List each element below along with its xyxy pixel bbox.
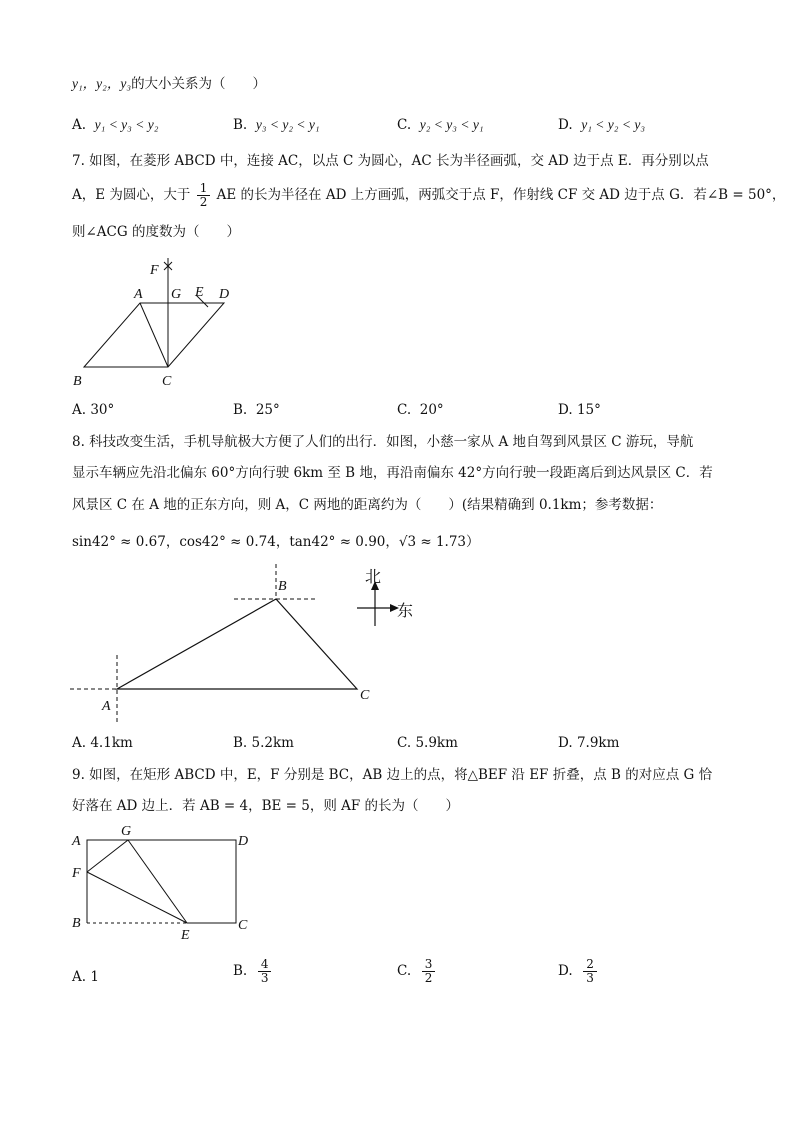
segment-ge — [128, 840, 187, 923]
q7-fraction-half: $\frac{1}{2}$ — [197, 182, 211, 209]
q6-option-b[interactable]: B. y₃ < y₂ < y₁ — [233, 117, 320, 133]
q6-option-c[interactable]: C. y₂ < y₃ < y₁ — [397, 117, 484, 133]
label-north: 北 — [365, 567, 382, 586]
q8-option-b[interactable]: B. 5.2km — [233, 735, 294, 751]
q9-rectangle-figure — [60, 820, 270, 945]
label-c: C — [162, 374, 172, 389]
q8-line-4: sin42° ≈ 0.67，cos42° ≈ 0.74，tan42° ≈ 0.90，√3 ≈ 1.73） — [72, 534, 480, 550]
q6-stem — [72, 76, 266, 93]
label-c: C — [360, 688, 370, 703]
label-g: G — [171, 287, 182, 302]
q9-option-d[interactable]: D. $\frac{2}{3}$ — [558, 958, 599, 985]
q6-vars: y₁，y₂，y₃ — [72, 76, 132, 91]
q6-text: 的大小关系为（ ） — [131, 76, 267, 92]
q7-line-1: 7. 如图，在菱形 ABCD 中，连接 AC，以点 C 为圆心，AC 长为半径画弧，交 AD 边于点 E．再分别以点 — [72, 153, 709, 169]
label-f: F — [72, 866, 81, 881]
label-c: C — [238, 918, 248, 933]
q7-option-b[interactable]: B. 25° — [233, 402, 280, 418]
q7-option-d[interactable]: D. 15° — [558, 402, 601, 418]
label-a: A — [134, 287, 143, 302]
label-b: B — [73, 374, 82, 389]
label-e: E — [181, 928, 190, 943]
q9-option-b[interactable]: B. $\frac{4}{3}$ — [233, 958, 273, 985]
q9-option-a[interactable]: A. 1 — [72, 969, 99, 985]
segment-fg — [87, 840, 128, 872]
label-b: B — [278, 579, 287, 594]
q8-direction-figure — [60, 560, 430, 730]
q6-option-a[interactable]: A. y₁ < y₃ < y₂ — [72, 117, 159, 133]
label-a: A — [102, 699, 111, 714]
q7-line-2: A，E 为圆心，大于 $\frac{1}{2}$ AE 的长为半径在 AD 上方画弧，两弧交于点 F，作射线 CF 交 AD 边于点 G．若∠B = 50°， — [72, 181, 786, 210]
triangle-abc — [117, 599, 357, 689]
q7-option-a[interactable]: A. 30° — [72, 402, 115, 418]
q7-option-c[interactable]: C. 20° — [397, 402, 444, 418]
q8-line-2: 显示车辆应先沿北偏东 60°方向行驶 6km 至 B 地，再沿南偏东 42°方向行驶一段距离后到达风景区 C．若 — [72, 465, 713, 481]
q9-option-c[interactable]: C. $\frac{3}{2}$ — [397, 958, 437, 985]
q8-line-1: 8. 科技改变生活，手机导航极大方便了人们的出行．如图，小慈一家从 A 地自驾到风景区 C 游玩，导航 — [72, 434, 694, 450]
label-g: G — [121, 824, 132, 839]
q7-rhombus-figure — [60, 250, 250, 395]
label-a: A — [72, 834, 81, 849]
q8-line-3: 风景区 C 在 A 地的正东方向，则 A，C 两地的距离约为（ ）(结果精确到 0.1km；参考数据： — [72, 497, 663, 513]
label-f: F — [150, 263, 159, 278]
segment-fe — [87, 872, 187, 923]
label-d: D — [238, 834, 249, 849]
q8-option-a[interactable]: A. 4.1km — [72, 735, 133, 751]
q8-option-d[interactable]: D. 7.9km — [558, 735, 620, 751]
q8-option-c[interactable]: C. 5.9km — [397, 735, 458, 751]
label-b: B — [72, 916, 81, 931]
q7-line-3: 则∠ACG 的度数为（ ） — [72, 224, 240, 240]
q9-line-2: 好落在 AD 边上．若 AB = 4，BE = 5，则 AF 的长为（ ） — [72, 798, 460, 814]
label-d: D — [219, 287, 230, 302]
segment-ac — [140, 303, 168, 367]
label-e: E — [195, 285, 204, 300]
q9-line-1: 9. 如图，在矩形 ABCD 中，E，F 分别是 BC，AB 边上的点，将△BEF 沿 EF 折叠，点 B 的对应点 G 恰 — [72, 767, 713, 783]
q6-option-d[interactable]: D. y₁ < y₂ < y₃ — [558, 117, 646, 133]
label-east: 东 — [397, 601, 414, 620]
